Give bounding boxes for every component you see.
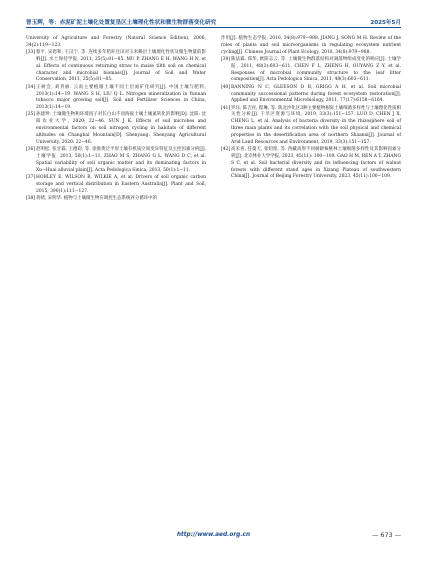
reference-item [221, 106, 401, 147]
reference-text: 王树会, 刘青丽. 云南主要植烟土壤不同土层氮矿化研究[J]. 中国土壤与肥料, 2013(1):14−19. WANG S H, LIU Q L. Nitrogen mineralization in Yunnan tobacco major growing soil[J]. Soil and Fertilizer Sciences in China, 2013(1):14−19. [36, 84, 206, 111]
reference-number: [35] [26, 112, 36, 118]
header-title: 曾玉辉，等：赤泥矿泥土壤化处置复垦区土壤理化性状和微生物群落变化研究 [26, 20, 217, 26]
reference-number: [38] [26, 195, 36, 201]
reference-item [26, 36, 206, 50]
reference-text: 蒋婧, 宋明华. 植物与土壤微生物在调控生态系统养分循环中的 [36, 195, 158, 201]
reference-number: [37] [26, 174, 36, 180]
reference-item [26, 112, 206, 146]
header-date: 2025年5月 [370, 20, 401, 26]
reference-text: 罗珏, 陈吉祥, 程琳, 等. 陕北沙化区3种主要植物根际土壤细菌多样性与土壤理化性质相关性分析[J]. 干旱区资源与环境, 2019, 33(3):151−157. LUO D, CHEN J X, CHENG L, et al. Analysis of bacteria diversity in the rhizosphere soil of three main plants and its correlation with the soil physical and chemical properties in the desertification area of northern Shaanxi[J]. Journal of Arid Land Resources and Environment, 2019, 33(3):151−157. [231, 105, 401, 145]
reference-item [26, 175, 206, 196]
journal-url: http://www.aed.org.cn [176, 532, 251, 538]
reference-number: [36] [26, 147, 36, 153]
reference-number: [39] [221, 56, 231, 62]
reference-column-left [26, 36, 206, 203]
reference-item [221, 147, 401, 181]
reference-column-right [221, 36, 401, 182]
reference-item [221, 85, 401, 106]
reference-item [221, 57, 401, 84]
reference-text: University of Agriculture and Forestry (Natural Science Edition), 2006, 34(2):119−123. [26, 36, 206, 48]
page-number: — 673 — [371, 531, 401, 539]
reference-item [221, 36, 401, 57]
reference-text: 作用[J]. 植物生态学报, 2010, 34(8):979−988. JIANG J, SONG M H. Review of the roles of plants and soil microorganisms in regulating ecosystem nutrient cycling[J]. Chinese Journal of Plant Ecology, 2010, 34(8):979−988. [221, 36, 401, 55]
reference-text: 赵明松, 张甘霖, 王德彩, 等. 徐淮黄泛平原土壤有机质空间变异特征及主控因素分析[J]. 土壤学报, 2013, 50(1):1−11. ZHAO M S, ZHANG G L, WANG D C, et al. Spatial variability of soil organic matter and its dominating factors in Xu−Huai alluvial plain[J]. Acta Pedologica Sinica, 2013, 50(1):1−11. [36, 147, 206, 173]
header-rule [26, 27, 401, 28]
reference-item [26, 147, 206, 174]
reference-text: 孙建坤. 土壤微生物和环境因子对长白山不同海拔土壤土壤氮转化的影响[D]. 沈阳: 沈阳农业大学, 2020: 22−46. SUN J K. Effects of soil microbes and environmental factors on soil nitrogen cycling in habitats of different altitudes on Changbai Mountain[D]. Shenyang: Shenyang Agricultural University, 2020: 22−46. [36, 112, 206, 145]
reference-item [26, 196, 206, 203]
running-header [26, 12, 401, 26]
reference-text: BANNING N C, GLEESON D B, GRIGG A H, et al. Soil microbial community successional patterns during forest ecosystem restoration[J]. Applied and Environmental Microbiology, 2011, 77(17):6158−6164. [231, 84, 401, 104]
reference-text: HOBLEY E, WILSON B, WILKIE A, et al. Drivers of soil organic carbon storage and vertical distribution in Eastern Australia[J]. Plant and Soil, 2015, 390(1):111−127. [36, 174, 206, 194]
reference-text: 蔡平, 宋恩和, 王汉宁, 等. 连续多年秸秆还田对玉米耕层土壤理化性状及微生物量的影响[J]. 水土保持学报, 2011, 25(5):81−85. MU P, ZHANG E H, WANG H N, et al. Effects of continuous returning straw to maize tilth soil on chemical character and microbial biomass[J]. Journal of Soil and Water Conservation, 2011, 25(5):81−85. [36, 50, 206, 83]
reference-number: [34] [26, 84, 36, 90]
reference-item [26, 85, 206, 112]
reference-number: [41] [221, 105, 231, 111]
reference-number: [33] [26, 50, 36, 56]
reference-item [26, 50, 206, 84]
reference-number: [40] [221, 84, 231, 90]
reference-text: 陈法霖, 郑华, 欧阳志云, 等. 土壤微生物群落结构对凋落物组成变化的响应[J]. 土壤学报, 2011, 48(3):603−611. CHEN F L, ZHENG H, OUYANG Z Y, et al. Responses of microbial community structure to the leaf litter composition[J]. Acta Pedologica Sinica, 2011, 48(3):603−611. [231, 56, 401, 83]
reference-text: 高禾喜, 任曼天, 张绍煌, 等. 西藏高原不同树龄核桃林土壤细菌多样性及其影响因素分析[J]. 北京林业大学学报, 2023, 45(11): 100−109. GAO H M, REN A T, ZHANG S C, et al. Soil bacterial diversity and its influencing factors of walnut forests with different stand ages in Xizang Plateau of southwestern China[J]. Journal of Beijing Forestry University, 2023, 45(11):100−109. [231, 147, 401, 180]
reference-number: [42] [221, 147, 231, 153]
